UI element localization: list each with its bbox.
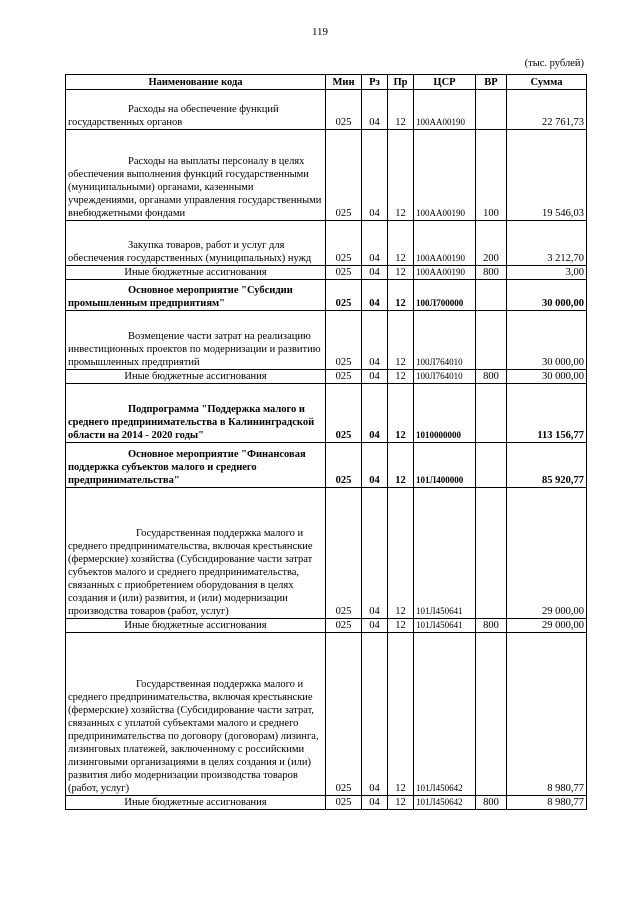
- row-vr: [476, 384, 507, 443]
- row-vr: 800: [476, 266, 507, 280]
- row-csr: 100АА00190: [414, 221, 476, 266]
- row-rz: 04: [362, 280, 388, 311]
- row-sum: 8 980,77: [507, 633, 587, 796]
- row-name: Закупка товаров, работ и услуг для обеспечения государственных (муниципальных) нужд: [66, 221, 326, 266]
- table-row: [66, 443, 587, 488]
- row-vr: 200: [476, 221, 507, 266]
- row-pr: 12: [388, 311, 414, 370]
- row-name: Иные бюджетные ассигнования: [66, 370, 326, 384]
- row-sum: 85 920,77: [507, 443, 587, 488]
- row-csr: 100Л700000: [414, 280, 476, 311]
- table-row: [66, 280, 587, 311]
- budget-table: [65, 74, 587, 810]
- row-pr: 12: [388, 384, 414, 443]
- table-row: [66, 311, 587, 370]
- table-row: [66, 221, 587, 266]
- row-csr: 100АА00190: [414, 90, 476, 130]
- row-min: 025: [326, 221, 362, 266]
- row-rz: 04: [362, 488, 388, 619]
- row-name: Государственная поддержка малого и среднего предпринимательства, включая крестьянские (фермерские) хозяйства (Субсидирование части затрат субъектов малого и среднего предпринимательства, связанных с приобретением оборудования в целях создания и (или) развития, и (или) модернизации производства товаров (работ, услуг): [66, 488, 326, 619]
- row-rz: 04: [362, 633, 388, 796]
- row-pr: 12: [388, 280, 414, 311]
- row-sum: 30 000,00: [507, 280, 587, 311]
- row-csr: 101Л450642: [414, 796, 476, 810]
- row-sum: 29 000,00: [507, 488, 587, 619]
- row-rz: 04: [362, 311, 388, 370]
- row-vr: [476, 443, 507, 488]
- row-rz: 04: [362, 619, 388, 633]
- row-sum: 19 546,03: [507, 130, 587, 221]
- row-pr: 12: [388, 90, 414, 130]
- row-min: 025: [326, 633, 362, 796]
- row-name: Иные бюджетные ассигнования: [66, 796, 326, 810]
- row-sum: 22 761,73: [507, 90, 587, 130]
- row-csr: 101Л400000: [414, 443, 476, 488]
- row-min: 025: [326, 280, 362, 311]
- row-name: Основное мероприятие "Финансовая поддержка субъектов малого и среднего предпринимательства": [66, 443, 326, 488]
- row-rz: 04: [362, 370, 388, 384]
- table-row: [66, 384, 587, 443]
- row-csr: 100Л764010: [414, 370, 476, 384]
- row-min: 025: [326, 130, 362, 221]
- row-rz: 04: [362, 796, 388, 810]
- row-sum: 8 980,77: [507, 796, 587, 810]
- row-csr: 1010000000: [414, 384, 476, 443]
- table-header-row: [66, 75, 587, 90]
- row-vr: [476, 280, 507, 311]
- row-pr: 12: [388, 633, 414, 796]
- table-row: [66, 130, 587, 221]
- table-row: [66, 90, 587, 130]
- row-min: 025: [326, 311, 362, 370]
- row-sum: 30 000,00: [507, 311, 587, 370]
- row-pr: 12: [388, 370, 414, 384]
- table-row: [66, 266, 587, 280]
- row-name: Основное мероприятие "Субсидии промышленным предприятиям": [66, 280, 326, 311]
- units-label: (тыс. рублей): [524, 58, 584, 69]
- row-rz: 04: [362, 90, 388, 130]
- row-name: Подпрограмма "Поддержка малого и среднего предпринимательства в Калининградской области на 2014 - 2020 годы": [66, 384, 326, 443]
- row-name: Иные бюджетные ассигнования: [66, 619, 326, 633]
- header-min: Мин: [326, 75, 362, 90]
- header-sum: Сумма: [507, 75, 587, 90]
- row-name: Расходы на выплаты персоналу в целях обеспечения выполнения функций государственными (муниципальными) органами, казенными учреждениями, органами управления государственными внебюджетными фондами: [66, 130, 326, 221]
- header-vr: ВР: [476, 75, 507, 90]
- header-rz: Рз: [362, 75, 388, 90]
- row-min: 025: [326, 384, 362, 443]
- row-csr: 100Л764010: [414, 311, 476, 370]
- row-vr: [476, 633, 507, 796]
- row-min: 025: [326, 370, 362, 384]
- row-rz: 04: [362, 443, 388, 488]
- row-pr: 12: [388, 266, 414, 280]
- row-vr: [476, 488, 507, 619]
- row-pr: 12: [388, 130, 414, 221]
- page-number: 119: [311, 26, 329, 38]
- row-csr: 101Л450641: [414, 619, 476, 633]
- row-min: 025: [326, 90, 362, 130]
- row-min: 025: [326, 266, 362, 280]
- table-row: [66, 633, 587, 796]
- row-vr: [476, 311, 507, 370]
- row-pr: 12: [388, 443, 414, 488]
- row-sum: 3,00: [507, 266, 587, 280]
- row-csr: 101Л450642: [414, 633, 476, 796]
- row-csr: 100АА00190: [414, 130, 476, 221]
- row-vr: 100: [476, 130, 507, 221]
- row-rz: 04: [362, 266, 388, 280]
- row-pr: 12: [388, 796, 414, 810]
- row-name: Расходы на обеспечение функций государственных органов: [66, 90, 326, 130]
- row-sum: 113 156,77: [507, 384, 587, 443]
- table-row: [66, 370, 587, 384]
- row-vr: 800: [476, 619, 507, 633]
- row-sum: 30 000,00: [507, 370, 587, 384]
- row-min: 025: [326, 443, 362, 488]
- table-row: [66, 488, 587, 619]
- row-vr: 800: [476, 370, 507, 384]
- row-pr: 12: [388, 488, 414, 619]
- row-min: 025: [326, 619, 362, 633]
- header-name: Наименование кода: [66, 75, 326, 90]
- header-pr: Пр: [388, 75, 414, 90]
- row-vr: 800: [476, 796, 507, 810]
- row-vr: [476, 90, 507, 130]
- row-min: 025: [326, 488, 362, 619]
- row-rz: 04: [362, 221, 388, 266]
- row-pr: 12: [388, 221, 414, 266]
- row-csr: 101Л450641: [414, 488, 476, 619]
- table-row: [66, 619, 587, 633]
- row-sum: 3 212,70: [507, 221, 587, 266]
- row-csr: 100АА00190: [414, 266, 476, 280]
- row-min: 025: [326, 796, 362, 810]
- row-sum: 29 000,00: [507, 619, 587, 633]
- header-csr: ЦСР: [414, 75, 476, 90]
- row-pr: 12: [388, 619, 414, 633]
- row-rz: 04: [362, 130, 388, 221]
- row-name: Иные бюджетные ассигнования: [66, 266, 326, 280]
- table-row: [66, 796, 587, 810]
- row-name: Государственная поддержка малого и среднего предпринимательства, включая крестьянские (фермерские) хозяйства (Субсидирование части затрат, связанных с уплатой субъектами малого и среднего предпринимательства по договору (договорам) лизинга, лизинговых платежей, заключенному с российскими лизинговыми организациями в целях создания и (или) развития либо модернизации производства товаров (работ, услуг): [66, 633, 326, 796]
- row-rz: 04: [362, 384, 388, 443]
- row-name: Возмещение части затрат на реализацию инвестиционных проектов по модернизации и развитию промышленных предприятий: [66, 311, 326, 370]
